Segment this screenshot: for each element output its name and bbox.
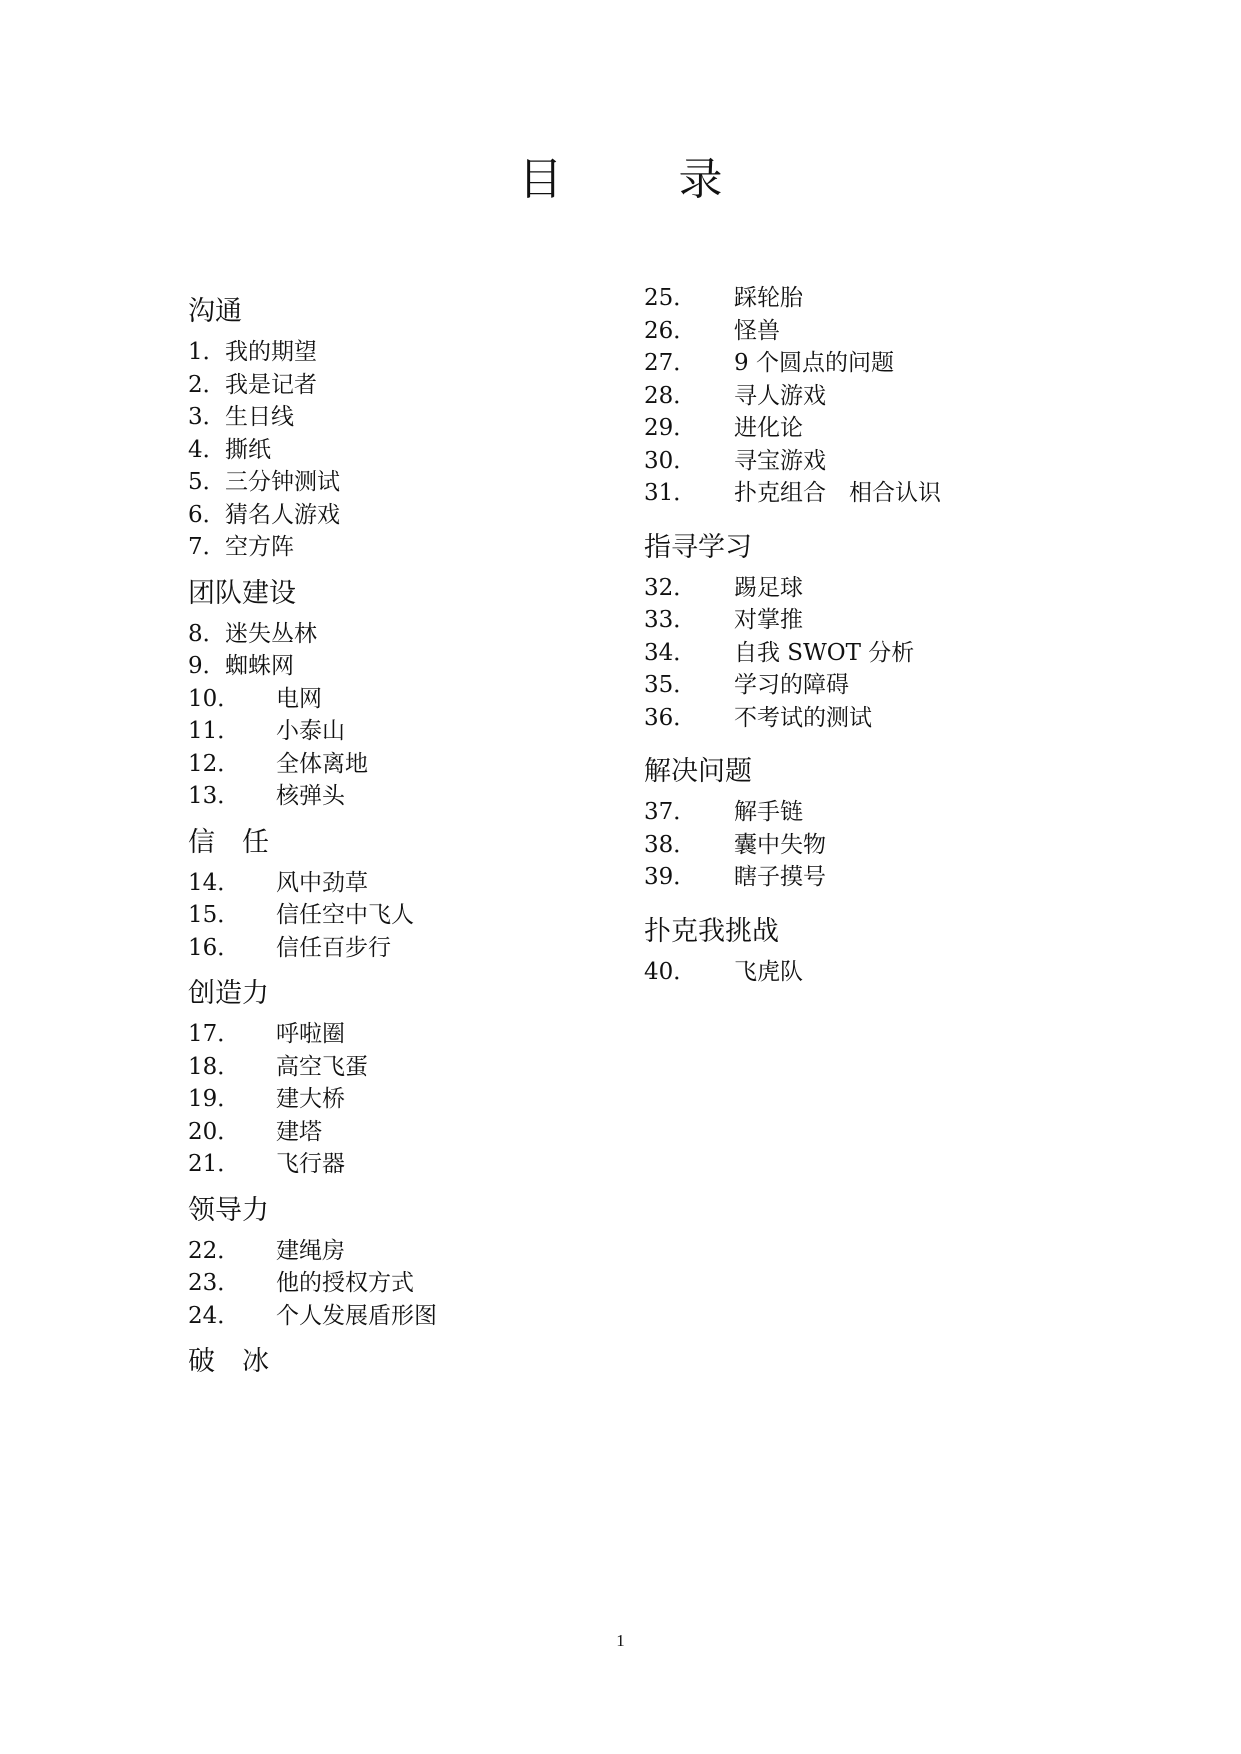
item-label: 猜名人游戏 (225, 501, 340, 528)
item-label: 踢足球 (734, 574, 803, 601)
item-number: 28． (644, 382, 697, 409)
item-label: 进化论 (734, 415, 803, 441)
toc-section (188, 819, 648, 965)
section-heading: 沟通 (188, 296, 242, 327)
item-number: 36． (644, 704, 697, 731)
item-label: 我的期望 (225, 339, 317, 365)
item-number: 15． (188, 902, 241, 928)
item-number: 37． (644, 799, 697, 825)
toc-section (188, 570, 648, 813)
item-label: 踩轮胎 (734, 285, 803, 311)
item-label: 空方阵 (225, 534, 294, 560)
toc-item (644, 829, 1104, 862)
toc-item (188, 531, 648, 564)
item-label: 电网 (276, 685, 322, 712)
item-label: 飞行器 (276, 1151, 345, 1177)
toc-item (644, 669, 1104, 702)
toc-item (188, 715, 648, 748)
toc-item (644, 445, 1104, 478)
item-number: 32． (644, 574, 697, 601)
item-number: 33． (644, 607, 697, 633)
toc-item (644, 637, 1104, 670)
item-label: 瞎子摸号 (734, 864, 826, 890)
toc-item (188, 899, 648, 932)
toc-item (188, 748, 648, 781)
item-number: 35． (644, 672, 697, 698)
page-number: 1 (616, 1631, 625, 1650)
item-number: 7． (188, 534, 226, 560)
toc-section (644, 908, 1104, 989)
toc-item (188, 499, 648, 532)
item-number: 10． (188, 685, 241, 712)
item-label: 风中劲草 (276, 869, 368, 896)
item-number: 20． (188, 1118, 241, 1145)
toc-item (644, 477, 1104, 510)
item-label: 小泰山 (276, 718, 345, 744)
toc-list (188, 618, 648, 813)
toc-list (188, 867, 648, 965)
item-number: 38． (644, 831, 697, 858)
toc-list (644, 796, 1104, 894)
toc-item (188, 1300, 648, 1333)
toc-item (188, 932, 648, 965)
item-label: 建绳房 (276, 1237, 345, 1264)
item-number: 11． (188, 718, 241, 744)
toc-item (188, 1051, 648, 1084)
item-number: 18． (188, 1053, 241, 1080)
toc-list (188, 336, 648, 564)
toc-list (644, 282, 1104, 510)
toc-item (188, 867, 648, 900)
toc-item (188, 650, 648, 683)
toc-list (188, 1018, 648, 1181)
item-number: 3． (188, 404, 226, 430)
item-label: 飞虎队 (734, 958, 803, 985)
item-number: 6． (188, 501, 226, 528)
item-number: 4． (188, 436, 226, 463)
toc-item (188, 683, 648, 716)
item-label: 对掌推 (734, 607, 803, 633)
toc-item (188, 401, 648, 434)
section-heading: 团队建设 (188, 577, 296, 609)
item-label: 三分钟测试 (225, 469, 340, 495)
item-number: 31． (644, 480, 697, 506)
toc-item (644, 380, 1104, 413)
item-number: 25． (644, 285, 697, 311)
toc-item (644, 282, 1104, 315)
item-label: 建塔 (276, 1118, 322, 1145)
item-label: 建大桥 (276, 1086, 345, 1112)
item-label: 怪兽 (734, 317, 780, 344)
section-heading: 破 冰 (188, 1346, 269, 1377)
toc-section (188, 1338, 648, 1386)
item-label: 高空飞蛋 (276, 1053, 368, 1080)
section-heading: 指寻学习 (644, 531, 752, 563)
toc-item (188, 1235, 648, 1268)
item-number: 13． (188, 783, 241, 809)
toc-section (188, 970, 648, 1181)
item-label: 迷失丛林 (225, 620, 317, 647)
page-title: 目 录 (518, 154, 759, 205)
item-number: 12． (188, 750, 241, 777)
item-number: 14． (188, 869, 241, 896)
item-label: 自我 SWOT 分析 (734, 639, 915, 666)
toc-item (644, 796, 1104, 829)
section-heading: 领导力 (188, 1194, 269, 1226)
toc-item (644, 604, 1104, 637)
item-label: 生日线 (225, 404, 294, 430)
item-number: 19． (188, 1086, 241, 1112)
section-heading: 信 任 (188, 826, 269, 858)
toc-item (644, 315, 1104, 348)
item-number: 34． (644, 639, 697, 666)
item-number: 5． (188, 469, 226, 495)
item-number: 2． (188, 371, 226, 398)
toc-list (644, 572, 1104, 735)
item-label: 9 个圆点的问题 (734, 350, 894, 376)
toc-item (644, 412, 1104, 445)
item-label: 囊中失物 (734, 831, 826, 858)
item-label: 解手链 (734, 799, 803, 825)
toc-left-column (188, 282, 648, 1386)
toc-item (644, 861, 1104, 894)
toc-item (188, 336, 648, 369)
item-label: 他的授权方式 (276, 1270, 414, 1296)
item-number: 30． (644, 447, 697, 474)
section-heading: 创造力 (188, 978, 269, 1009)
toc-item (188, 1267, 648, 1300)
item-label: 寻宝游戏 (734, 447, 826, 474)
toc-item (188, 466, 648, 499)
item-number: 16． (188, 934, 241, 961)
item-label: 不考试的测试 (734, 704, 872, 731)
toc-item (188, 1083, 648, 1116)
toc-item (188, 1148, 648, 1181)
toc-section (644, 524, 1104, 735)
item-label: 扑克组合 相合认识 (734, 480, 941, 506)
item-label: 信任空中飞人 (276, 902, 414, 928)
item-number: 29． (644, 415, 697, 441)
toc-item (188, 618, 648, 651)
toc-item (644, 702, 1104, 735)
item-number: 26． (644, 317, 697, 344)
item-number: 8． (188, 620, 226, 647)
item-number: 23． (188, 1270, 241, 1296)
toc-item (188, 434, 648, 467)
item-number: 21． (188, 1151, 241, 1177)
toc-item (188, 1018, 648, 1051)
toc-section (188, 288, 648, 564)
item-number: 17． (188, 1021, 241, 1047)
item-label: 信任百步行 (276, 934, 391, 961)
item-label: 核弹头 (276, 783, 345, 809)
item-number: 40． (644, 958, 697, 985)
toc-right-column (644, 282, 1104, 988)
toc-list (644, 956, 1104, 989)
toc-item (188, 1116, 648, 1149)
item-label: 个人发展盾形图 (276, 1302, 437, 1329)
item-label: 寻人游戏 (734, 382, 826, 409)
item-label: 我是记者 (225, 371, 317, 398)
section-heading: 解决问题 (644, 756, 752, 787)
toc-item (188, 369, 648, 402)
toc-item (644, 572, 1104, 605)
item-number: 27． (644, 350, 697, 376)
item-label: 蜘蛛网 (225, 653, 294, 679)
item-number: 24． (188, 1302, 241, 1329)
item-number: 1． (188, 339, 226, 365)
item-number: 39． (644, 864, 697, 890)
toc-item (644, 956, 1104, 989)
item-number: 22． (188, 1237, 241, 1264)
section-heading: 扑克我挑战 (644, 915, 779, 947)
item-label: 呼啦圈 (276, 1021, 345, 1047)
toc-item (644, 347, 1104, 380)
item-label: 全体离地 (276, 750, 368, 777)
item-label: 撕纸 (225, 436, 271, 463)
item-number: 9． (188, 653, 226, 679)
toc-item (188, 780, 648, 813)
item-label: 学习的障碍 (734, 672, 849, 698)
toc-section (188, 1187, 648, 1333)
toc-section (644, 748, 1104, 894)
toc-list (188, 1235, 648, 1333)
